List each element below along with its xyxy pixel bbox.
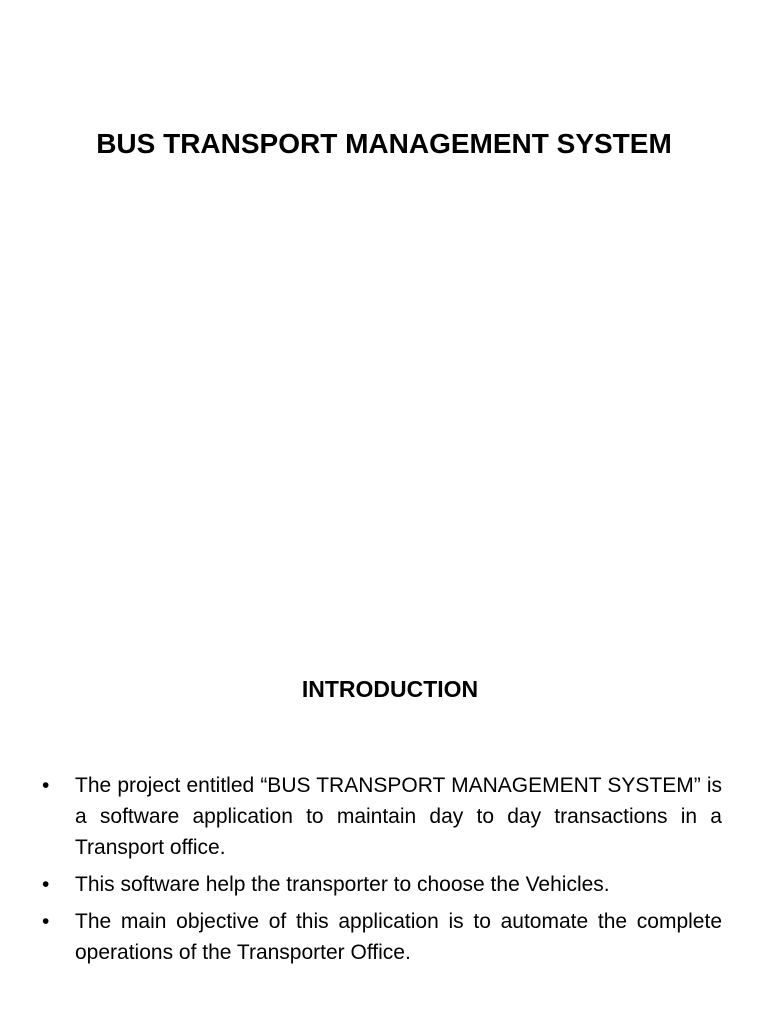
section-heading-introduction: INTRODUCTION — [301, 676, 479, 702]
bullet-icon: • — [42, 873, 50, 896]
bullet-text: The main objective of this application is to automate the complete operations of the Transporter Office. — [75, 910, 722, 964]
bullet-text: This software help the transporter to choose the Vehicles. — [75, 873, 610, 896]
list-item — [40, 906, 722, 968]
list-item — [40, 869, 722, 900]
bullet-icon: • — [42, 774, 50, 797]
bullet-icon: • — [42, 910, 50, 933]
introduction-bullet-list — [40, 770, 722, 974]
list-item — [40, 770, 722, 863]
page-title: BUS TRANSPORT MANAGEMENT SYSTEM — [96, 128, 672, 159]
bullet-text: The project entitled “BUS TRANSPORT MANAGEMENT SYSTEM” is a software application to maintain day to day transactions in a Transport office. — [75, 774, 722, 859]
